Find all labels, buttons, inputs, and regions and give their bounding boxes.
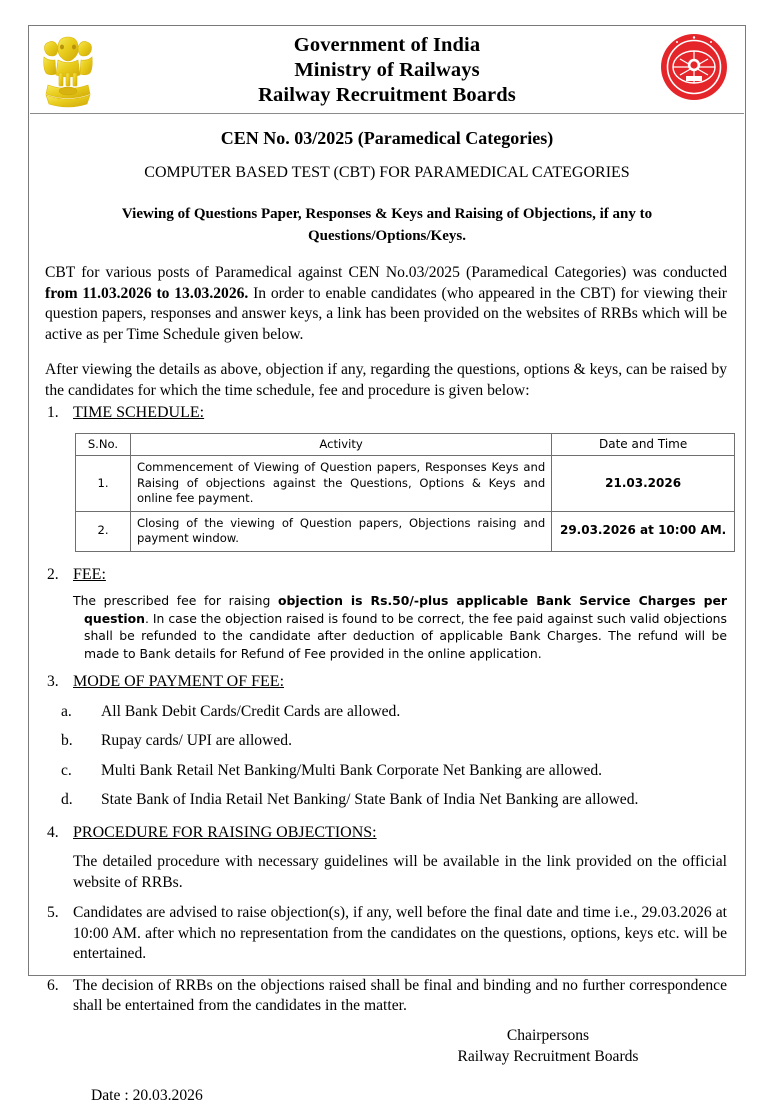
payment-mode-d-text: State Bank of India Retail Net Banking/ State Bank of India Net Banking are allowed. [101,791,639,808]
fee-amount: objection is Rs.50/-plus applicable Bank Service Charges per question [84,593,727,626]
national-emblem-ashoka-icon [40,29,96,111]
clause-6-number: 6. [47,976,59,994]
payment-mode-b-letter: b. [61,732,73,749]
section-2-number: 2. [47,565,59,583]
section-1-title: TIME SCHEDULE: [73,404,205,421]
payment-mode-b-text: Rupay cards/ UPI are allowed. [101,732,292,749]
document-page [28,25,746,1104]
table-row [76,456,735,512]
payment-mode-d-letter: d. [61,791,73,808]
fee-paragraph [73,592,727,662]
list-item [45,790,727,811]
intro-paragraph-1 [45,263,727,345]
masthead-titles [29,26,745,108]
payment-mode-c-letter: c. [61,761,72,779]
clause-6-text: The decision of RRBs on the objections raised shall be final and binding and no further correspondence shall be entertained from the candidates in the matter. [73,976,727,1014]
fee-text-b: . In case the objection raised is found to be correct, the fee paid against such valid objections shall be refunded to the candidate after deduction of applicable Bank Charges. The refund will be made to Bank details for Refund of Fee provided in the online application. [84,610,727,661]
list-item [45,761,727,782]
column-header-activity: Activity [130,433,551,456]
column-header-sno: S.No. [76,433,131,456]
signature-organisation: Railway Recruitment Boards [457,1047,639,1065]
table-row [76,511,735,551]
section-2-title: FEE: [73,565,106,583]
fee-text-a: The prescribed fee for raising [73,593,279,608]
section-3-title: MODE OF PAYMENT OF FEE: [73,673,285,690]
page-title: CEN No. 03/2025 (Paramedical Categories) [220,128,554,148]
section-mode-of-payment-heading [45,672,727,693]
clause-5 [45,903,727,965]
section-3-number: 3. [47,673,59,690]
org-line-1: Government of India [293,34,481,56]
time-schedule-table [75,433,735,552]
section-1-number: 1. [47,404,59,421]
list-item [45,731,727,752]
row-1-sno: 1. [76,456,131,512]
row-2-activity: Closing of the viewing of Question papers, Objections raising and payment window. [130,511,551,551]
row-1-activity: Commencement of Viewing of Question papers, Responses Keys and Raising of objections against the Questions, Options & Keys and online fee payment. [130,456,551,512]
clause-6 [45,976,727,1017]
table-header-row [76,433,735,456]
payment-modes-list [45,702,727,811]
list-item [45,702,727,723]
org-line-2: Ministry of Railways [294,59,480,81]
intro-p1-part-b: In order to enable candidates (who appeared in the CBT) for viewing their question papers, responses and answer keys, a link has been provided on the websites of RRBs which will be active as per Time Schedule given below. [45,284,727,343]
section-time-schedule-heading [45,403,727,424]
column-header-date: Date and Time [552,433,735,456]
section-fee-heading [45,565,727,586]
intro-p1-dates: from 11.03.2026 to 13.03.2026. [45,284,249,302]
clause-5-number: 5. [47,904,59,921]
header-divider [30,113,744,114]
signature-designation: Chairpersons [506,1026,590,1044]
section-4-number: 4. [47,823,59,841]
payment-mode-c-text: Multi Bank Retail Net Banking/Multi Bank Corporate Net Banking are allowed. [101,761,603,779]
section-4-title: PROCEDURE FOR RAISING OBJECTIONS: [73,823,377,841]
intro-paragraph-2: After viewing the details as above, objection if any, regarding the questions, options & keys, can be raised by the candidates for which the time schedule, fee and procedure is given below: [45,361,727,399]
clause-5-text: Candidates are advised to raise objection(s), if any, well before the final date and time i.e., 29.03.2026 at 10:00 AM. after which no representation from the candidates on the questions, options, keys etc. will be entertained. [73,904,727,962]
fee-body [45,592,727,662]
subtitle-viewing: Viewing of Questions Paper, Responses & Keys and Raising of Objections, if any to Questions/Options/Keys. [121,206,653,244]
row-1-date: 21.03.2026 [552,456,735,512]
document-body [29,263,745,1105]
document-date: Date : 20.03.2026 [91,1086,203,1104]
section-procedure-heading [45,823,727,844]
org-line-3: Railway Recruitment Boards [258,84,516,106]
signature-block [45,1025,727,1067]
document-header [29,26,745,113]
payment-mode-a-letter: a. [61,702,72,720]
subtitle-cbt: COMPUTER BASED TEST (CBT) FOR PARAMEDICAL CATEGORIES [144,164,630,181]
payment-mode-a-text: All Bank Debit Cards/Credit Cards are allowed. [101,702,401,720]
row-2-date: 29.03.2026 at 10:00 AM. [552,511,735,551]
row-2-sno: 2. [76,511,131,551]
procedure-paragraph: The detailed procedure with necessary guidelines will be available in the link provided on the official website of RRBs. [73,853,727,891]
intro-p1-part-a: CBT for various posts of Paramedical against CEN No.03/2025 (Paramedical Categories) was conducted [45,264,727,281]
indian-railways-logo-icon [659,32,729,102]
schedule-table-wrapper [45,424,727,552]
